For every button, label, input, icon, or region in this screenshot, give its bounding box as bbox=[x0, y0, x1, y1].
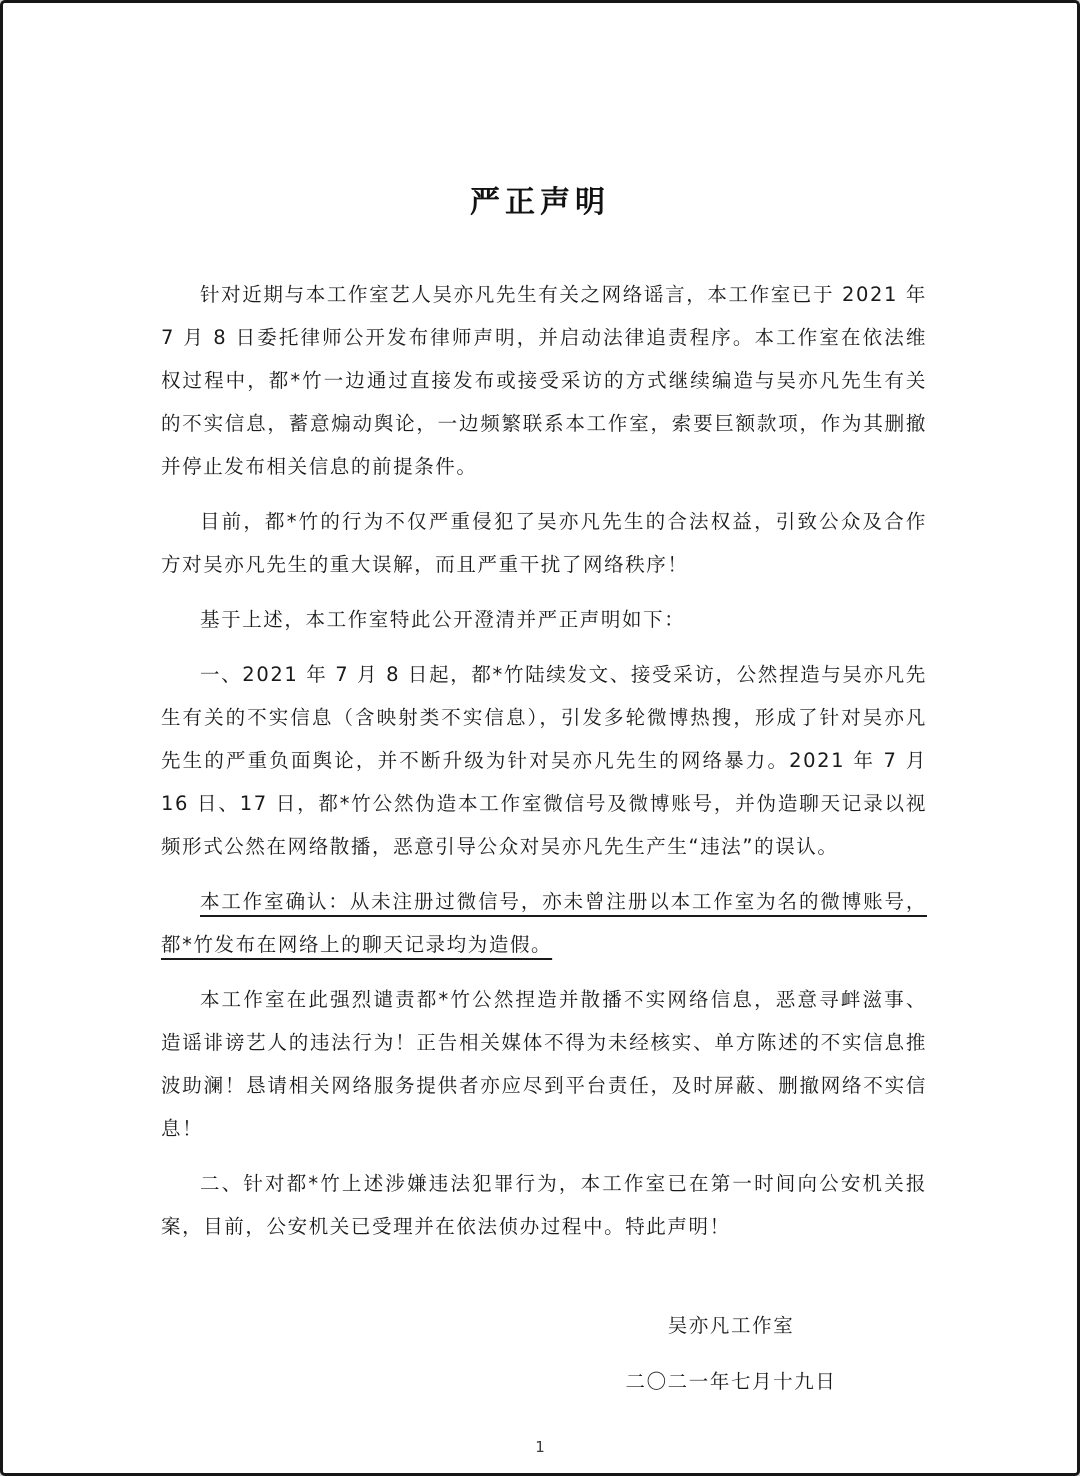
page-number: 1 bbox=[535, 1438, 545, 1456]
paragraph-condemnation: 本工作室在此强烈谴责都*竹公然捏造并散播不实网络信息，恶意寻衅滋事、造谣诽谤艺人的违法行为！正告相关媒体不得为未经核实、单方陈述的不实信息推波助澜！恳请相关网络服务提供者亦应尽到平台责任，及时屏蔽、删撤网络不实信息！ bbox=[161, 988, 927, 1140]
paragraph-item-two-police-report: 二、针对都*竹上述涉嫌违法犯罪行为，本工作室已在第一时间向公安机关报案，目前，公安机关已受理并在依法侦办过程中。特此声明！ bbox=[161, 1172, 927, 1238]
paragraph-confirmation-underlined: 本工作室确认：从未注册过微信号，亦未曾注册以本工作室为名的微博账号，都*竹发布在网络上的聊天记录均为造假。 bbox=[161, 890, 927, 956]
signature-date: 二〇二一年七月十九日 bbox=[625, 1370, 837, 1393]
paragraph-rights-infringement: 目前，都*竹的行为不仅严重侵犯了吴亦凡先生的合法权益，引致公众及合作方对吴亦凡先生的重大误解，而且严重干扰了网络秩序！ bbox=[161, 510, 927, 576]
paragraph-item-one-fabrication: 一、2021 年 7 月 8 日起，都*竹陆续发文、接受采访，公然捏造与吴亦凡先生有关的不实信息（含映射类不实信息），引发多轮微博热搜，形成了针对吴亦凡先生的严重负面舆论，并不断升级为针对吴亦凡先生的网络暴力。2021 年 7 月 16 日、17 日，都*竹公然伪造本工作室微信号及微博账号，并伪造聊天记录以视频形式公然在网络散播，恶意引导公众对吴亦凡先生产生“违法”的误认。 bbox=[161, 663, 927, 858]
paragraph-declaration-lead-in: 基于上述，本工作室特此公开澄清并严正声明如下： bbox=[200, 608, 686, 631]
signature-studio-name: 吴亦凡工作室 bbox=[667, 1314, 795, 1337]
statement-title: 严正声明 bbox=[470, 185, 610, 220]
statement-body bbox=[161, 273, 927, 1248]
signature-block bbox=[616, 1304, 846, 1403]
paragraph-intro-rumors: 针对近期与本工作室艺人吴亦凡先生有关之网络谣言，本工作室已于 2021 年 7 月 8 日委托律师公开发布律师声明，并启动法律追责程序。本工作室在依法维权过程中，都*竹一边通过直接发布或接受采访的方式继续编造与吴亦凡先生有关的不实信息，蓄意煽动舆论，一边频繁联系本工作室，索要巨额款项，作为其删撤并停止发布相关信息的前提条件。 bbox=[161, 283, 927, 478]
